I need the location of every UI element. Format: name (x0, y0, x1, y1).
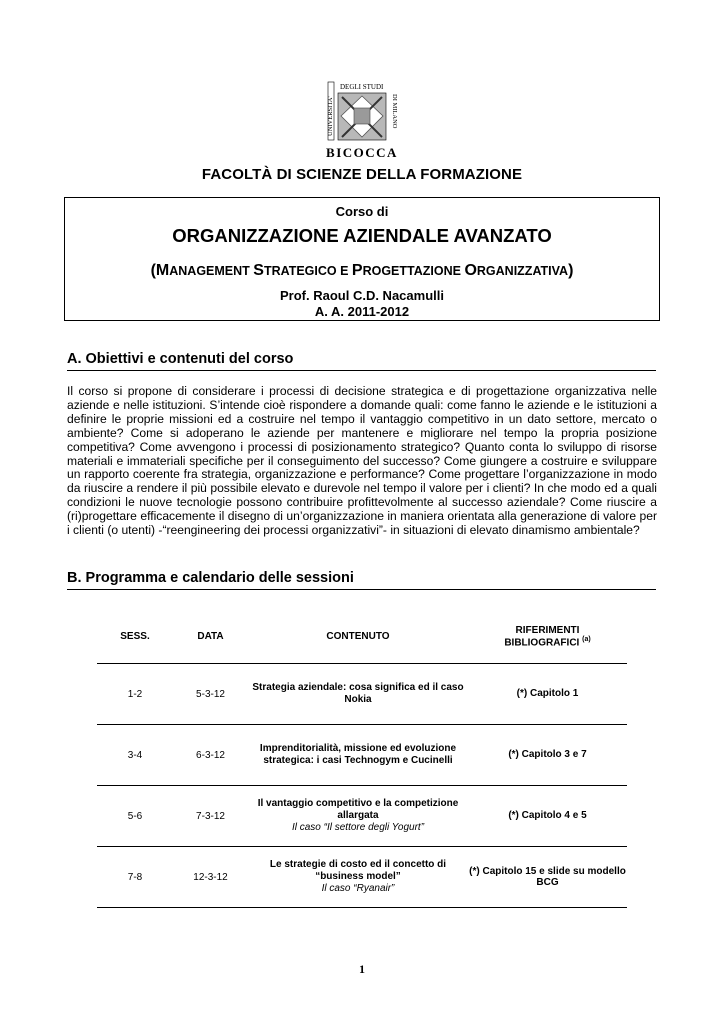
professor-name: Prof. Raoul C.D. Nacamulli (280, 288, 444, 303)
cell-contenuto-text: Il vantaggio competitivo e la competizione allargata (257, 798, 459, 821)
section-a-heading: A. Obiettivi e contenuti del corso (67, 351, 656, 371)
cell-sess: 5-6 (97, 786, 173, 847)
academic-year: A. A. 2011-2012 (314, 304, 410, 319)
cell-ref: (*) Capitolo 1 (468, 664, 627, 725)
university-logo-graphic (325, 80, 400, 162)
subtitle-part: S (253, 262, 264, 279)
cell-contenuto-text: Strategia aziendale: cosa significa ed il caso Nokia (252, 682, 464, 705)
subtitle-part: ANAGEMENT (169, 264, 254, 278)
footnote-marker: (a) (582, 635, 591, 643)
section-a-body: Il corso si propone di considerare i processi di decisione strategica e di progettazione organizzativa nelle aziende e nelle istituzioni. S’intende cioè rispondere a domande quali: come fanno le aziende e le istituzioni a definire le proprie missioni ed a costruire nel tempo il vantaggio competitivo in un dato settore, mercato o ambiente? Come si adoperano le aziende per mantenere e migliorare nel tempo la propria posizione competitiva? Come avvengono i processi di posizionamento strategico? Quanto conta lo sviluppo di risorse materiali e immateriali specifiche per il conseguimento del successo? Come giungere a costruire e sviluppare un rapporto coerente fra strategia, organizzazione e performance? Come progettare l’organizzazione in modo da riuscire a rendere il più possibile elevato e durevole nel tempo il valore per i clienti? In che modo ed a quali condizioni le nuove tecnologie possono contribuire profittevolmente al successo aziendale? Come riuscire a (ri)progettare efficacemente il disegno di un’organizzazione in maniera orientata alla generazione di valore per i clienti (o utenti) -“reengineering dei processi organizzativi”- in situazioni di elevato dinamismo ambientale? (67, 384, 657, 538)
cell-ref: (*) Capitolo 3 e 7 (468, 725, 627, 786)
cell-ref: (*) Capitolo 4 e 5 (468, 786, 627, 847)
svg-text:UNIVERSITA': UNIVERSITA' (327, 96, 334, 136)
subtitle-part: TRATEGICO E (263, 264, 352, 278)
cell-contenuto (248, 725, 468, 786)
cell-caso-text: Il caso “Ryanair” (321, 883, 395, 894)
cell-sess: 1-2 (97, 664, 173, 725)
cell-sess: 3-4 (97, 725, 173, 786)
col-header-data: DATA (173, 610, 248, 664)
course-label: Corso di (335, 204, 389, 219)
faculty-title: FACOLTÀ DI SCIENZE DELLA FORMAZIONE (201, 166, 523, 183)
subtitle-part: ) (568, 262, 574, 279)
cell-sess: 7-8 (97, 847, 173, 908)
cell-data: 6-3-12 (173, 725, 248, 786)
course-header-box (64, 197, 660, 321)
col-header-sess: SESS. (97, 610, 173, 664)
table-header-row (97, 610, 627, 664)
university-logo (325, 80, 400, 162)
table-row (97, 725, 627, 786)
cell-caso-text: Il caso “Il settore degli Yogurt” (291, 822, 425, 833)
table-row (97, 664, 627, 725)
col-header-riferimenti-line2: BIBLIOGRAFICI (504, 637, 580, 649)
cell-ref: (*) Capitolo 15 e slide su modello BCG (468, 847, 627, 908)
subtitle-part: P (351, 262, 363, 279)
col-header-contenuto: CONTENUTO (248, 610, 468, 664)
subtitle-part: RGANIZZATIVA (476, 264, 569, 278)
subtitle-part: ROGETTAZIONE (362, 264, 465, 278)
page-number: 1 (359, 962, 365, 976)
course-title: ORGANIZZAZIONE AZIENDALE AVANZATO (172, 225, 552, 246)
cell-contenuto (248, 664, 468, 725)
section-b-heading: B. Programma e calendario delle sessioni (67, 570, 656, 590)
subtitle-part: O (464, 262, 477, 279)
svg-text:DI MILANO: DI MILANO (391, 94, 398, 129)
col-header-riferimenti-line1: RIFERIMENTI (515, 624, 580, 636)
col-header-riferimenti (468, 610, 627, 664)
cell-contenuto-text: Imprenditorialità, missione ed evoluzione strategica: i casi Technogym e Cucinelli (259, 743, 457, 766)
cell-data: 5-3-12 (173, 664, 248, 725)
table-row (97, 786, 627, 847)
cell-contenuto-text: Le strategie di costo ed il concetto di “business model” (269, 859, 447, 882)
cell-contenuto (248, 786, 468, 847)
svg-text:DEGLI STUDI: DEGLI STUDI (340, 83, 384, 91)
course-subtitle (65, 262, 659, 280)
schedule-table (97, 610, 627, 908)
cell-data: 7-3-12 (173, 786, 248, 847)
cell-data: 12-3-12 (173, 847, 248, 908)
logo-name: BICOCCA (326, 145, 398, 160)
table-row (97, 847, 627, 908)
cell-contenuto (248, 847, 468, 908)
subtitle-part: (M (150, 262, 170, 279)
